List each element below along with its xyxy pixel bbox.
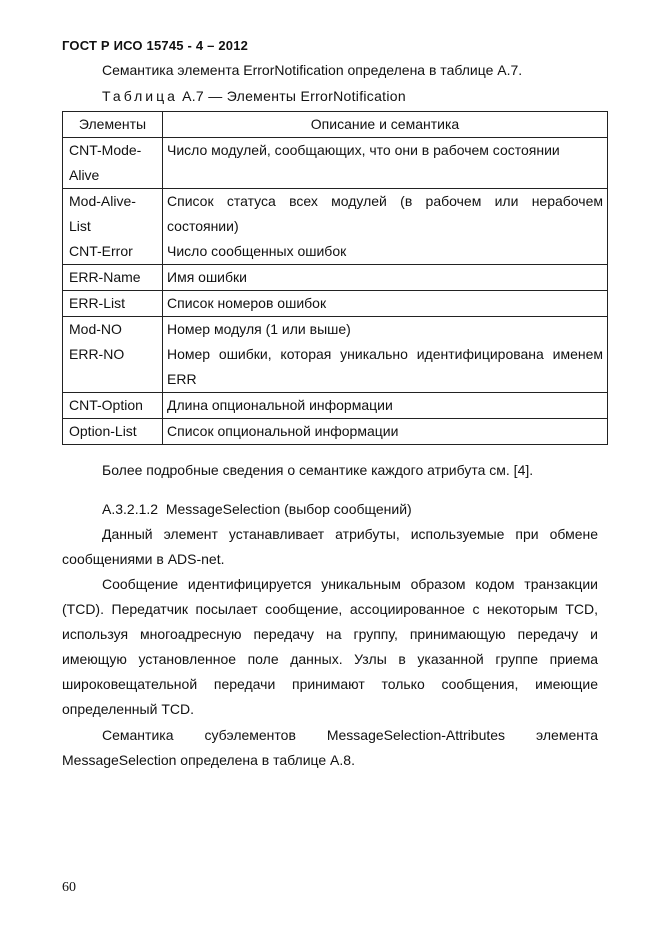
document-header: ГОСТ Р ИСО 15745 - 4 – 2012 bbox=[62, 38, 249, 53]
caption-label: Таблица bbox=[102, 88, 178, 104]
elements-table bbox=[62, 111, 608, 445]
intro-text: Семантика элемента ErrorNotification определена в таблице А.7. bbox=[102, 62, 523, 78]
section-title: MessageSelection (выбор сообщений) bbox=[165, 501, 412, 517]
table-header-row bbox=[63, 112, 608, 138]
element-description: Имя ошибки bbox=[163, 265, 608, 291]
element-name: CNT-Mode-Alive bbox=[63, 138, 163, 189]
column-header-elements: Элементы bbox=[63, 112, 163, 138]
paragraph-text: Данный элемент устанавливает атрибуты, используемые при обмене сообщениями в ADS-net. bbox=[62, 526, 598, 567]
element-name: ERR-Name bbox=[63, 265, 163, 291]
table-caption bbox=[102, 88, 406, 104]
element-description: Число модулей, сообщающих, что они в рабочем состоянии bbox=[163, 138, 608, 189]
table-row bbox=[63, 419, 608, 445]
element-name: CNT-Error bbox=[63, 239, 163, 265]
element-name: ERR-NO bbox=[63, 342, 163, 393]
column-header-description: Описание и семантика bbox=[163, 112, 608, 138]
element-name: ERR-List bbox=[63, 291, 163, 317]
table-row bbox=[63, 239, 608, 265]
page-number: 60 bbox=[62, 880, 76, 895]
element-description: Число сообщенных ошибок bbox=[163, 239, 608, 265]
table-row bbox=[63, 138, 608, 189]
element-description: Номер модуля (1 или выше) bbox=[163, 317, 608, 343]
section-heading bbox=[102, 501, 412, 517]
element-name: Mod-NO bbox=[63, 317, 163, 343]
caption-title: — Элементы ErrorNotification bbox=[208, 88, 406, 104]
table-row bbox=[63, 265, 608, 291]
after-table-text: Более подробные сведения о семантике каждого атрибута см. [4]. bbox=[102, 462, 534, 478]
element-description: Список статуса всех модулей (в рабочем или нерабочем состоянии) bbox=[163, 189, 608, 240]
element-name: Mod-Alive-List bbox=[63, 189, 163, 240]
section-number: А.3.2.1.2 bbox=[102, 501, 159, 517]
element-description: Номер ошибки, которая уникально идентифицирована именем ERR bbox=[163, 342, 608, 393]
table-row bbox=[63, 189, 608, 240]
table-row bbox=[63, 342, 608, 393]
element-description: Список номеров ошибок bbox=[163, 291, 608, 317]
element-description: Список опциональной информации bbox=[163, 419, 608, 445]
paragraph bbox=[62, 572, 598, 722]
paragraph-text: Семантика субэлементов MessageSelection-Attributes элемента MessageSelection определена в таблице А.8. bbox=[62, 727, 598, 768]
element-name: Option-List bbox=[63, 419, 163, 445]
paragraph bbox=[62, 522, 598, 572]
paragraph-text: Сообщение идентифицируется уникальным образом кодом транзакции (TCD). Передатчик посылает сообщение, ассоциированное с некоторым TCD, используя многоадресную передачу на группу, принимающую передачу и имеющую установленное поле данных. Узлы в указанной группе приема широковещательной передачи принимают только сообщения, имеющие определенный TCD. bbox=[62, 576, 598, 717]
table-row bbox=[63, 291, 608, 317]
paragraph bbox=[62, 723, 598, 773]
table-row bbox=[63, 393, 608, 419]
element-name: CNT-Option bbox=[63, 393, 163, 419]
element-description: Длина опциональной информации bbox=[163, 393, 608, 419]
table-row bbox=[63, 317, 608, 343]
caption-number: А.7 bbox=[182, 88, 205, 104]
